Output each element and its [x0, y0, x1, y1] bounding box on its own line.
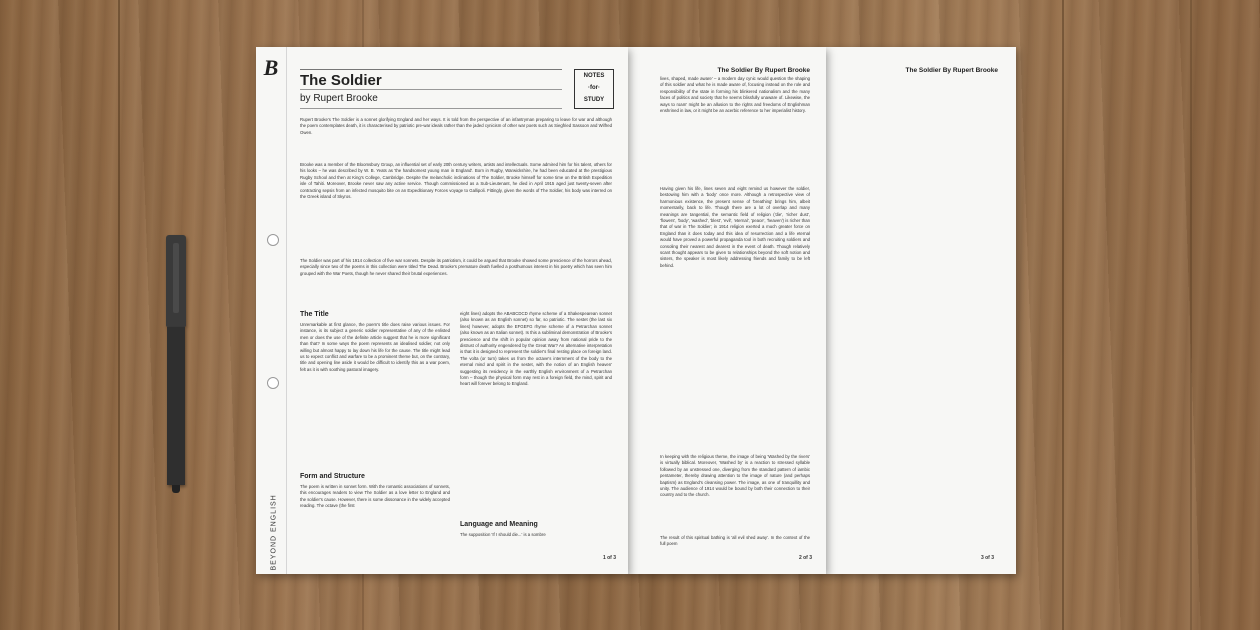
page-title: The Soldier: [300, 72, 382, 89]
divider: [300, 108, 562, 109]
punch-hole: [267, 234, 279, 246]
body-text: Having given his life, lines seven and eight remind us however the soldier, bestowing him with a 'body' once more. Although a retrospective view of harmonious existence, the present sense of 'breathing' brings him, albeit momentarily, back to life. Though there are a lot of overlap and many meanings are tangential, the semantic field of religion ('die', 'richer dust', 'flowers', 'body', 'washed', 'blest', 'evil', 'eternal', 'peace', 'heaven') is richer than that of war in The Soldier; in 1914 religion exerted a much greater force on England than it does today and this idea of resurrection and a life eternal would have proved a powerful propaganda tool in both recruiting soldiers and consoling their nearest and dearest in the event of death. Though relatively scant thought appears to be given to relationships beyond the soft notion and sisters, the speaker is most likely addressing friends and family to be left behind.: [660, 186, 810, 268]
body-text: eight lines) adopts the ABABCDCD rhyme scheme of a Shakespearean sonnet (also known as an English sonnet) so far, so patriotic. The sestet (the last six lines) however, adopts the EFGEFG rhyme scheme of a Petrarchan sonnet (also known as an Italian sonnet). Is this a subliminal demonstration of Brooke's prescience and the shift in popular opinion away from national pride to the distrust of authority engendered by the Great War? An alternative interpretation is that it is designed to represent the soldier's final resting place on foreign land. The volta (or turn) takes us from the octave's internment of the body to the eternal mind and spirit in the sestet, with the notion of an English heaven' suggesting its residency in the earthly English environment of a Petrarchan form – though the physical form may rest in a foreign field, the mind, spirit and heart will forever belong to England.: [460, 311, 612, 387]
pen: [163, 235, 189, 493]
body-text: The result of this spiritual bathing is 'all evil shed away'. In the context of the full poem: [660, 535, 810, 547]
page-number: 1 of 3: [602, 555, 616, 561]
section-heading: Language and Meaning: [460, 521, 538, 528]
running-head: The Soldier By Rupert Brooke: [717, 67, 810, 74]
pen-body: [167, 327, 185, 485]
intro-paragraph: Rupert Brooke's The Soldier is a sonnet glorifying England and her ways. It is told from the perspective of an infantryman preparing to leave for war and although the poem contemplates death, it is characterised by patriotic pre-war ideals rather than the jaded cynicism of other war poets such as Siegfried Sassoon and Wilfred Owen.: [300, 117, 612, 135]
body-text: lives, shaped, made aware' – a modern day cynic would question the shaping of this soldier and what he is made aware of, focusing instead on the role and responsibility of the state in forming his blinkered nationalism and the many faces of politics and society that he seems blissfully unaware of. Likewise, the ways to roam' might be an allusion to the rights and freedoms of Englishman enshrined in law, or it might be an acerbic reference to her imperialist history.: [660, 76, 810, 114]
pen-tip: [172, 485, 180, 493]
margin-strip: [256, 47, 287, 574]
section-heading: Form and Structure: [300, 473, 365, 480]
body-text: The poem is written in sonnet form. With the romantic associations of sonnets, this encourages readers to view The Soldier as a love letter to England and the soldier's cause. However, there is some dissonance in the widely accepted reading. The octave (the first: [300, 484, 450, 509]
divider: [300, 69, 562, 70]
punch-hole: [267, 377, 279, 389]
section-heading: The Title: [300, 311, 329, 318]
page-one: [256, 47, 628, 574]
badge-line: ·for·: [588, 85, 600, 91]
page-number: 2 of 3: [798, 555, 812, 561]
body-text: The supposition 'If I should die...' is a sombre: [460, 532, 546, 537]
page-two: [628, 47, 826, 574]
running-head: The Soldier By Rupert Brooke: [905, 67, 998, 74]
pen-clip: [173, 243, 179, 313]
author-byline: by Rupert Brooke: [300, 93, 378, 104]
divider: [300, 89, 562, 90]
body-text: In keeping with the religious theme, the image of being 'Washed by the rivers' is virtually biblical. Moreover, 'Washed by' is a reaction to stressed syllable followed by an unstressed one, diverging from the standard pattern of iambic pentameter, thereby drawing attention to the image of nature (and perhaps baptism) as England's cleansing power. The image, as one of tranquillity and unity. The audience of 1914 would be bound by both their connection to their country and to the church.: [660, 454, 810, 498]
badge-line: STUDY: [583, 97, 605, 103]
body-paragraph: The Soldier was part of his 1914 collection of five war sonnets. Despite its patriotism, it could be argued that Brooke showed some prescience of the horrors ahead, especially since two of the poems in this collection were titled The Dead. Brooke's premature death fuelled a posthumous interest in his poetry which has seen him grouped with the War Poets, though he never shared their brutal experiences.: [300, 258, 612, 276]
body-text: Unremarkable at first glance, the poem's title does raise various issues. For instance, is its subject a generic soldier representative of any of the enlisted men or does the use of the definite article suggest that he is more significant than that? In some ways the poem represents an idealised soldier, not only willing but almost happy to lay down his life for the cause. The title might lead us to expect conflict and warfare to be a prominent theme but, on the contrary, title and opening line aside it would be difficult to identify this as a war poem, felt as it is with soothing pastoral imagery.: [300, 322, 450, 372]
brand-logo-icon: B: [263, 55, 279, 80]
body-paragraph: Brooke was a member of the Bloomsbury Group, an influential set of early 20th century writers, artists and intellectuals. Some admired him for his talent, others for his looks – he was described by W. B. Yeats as 'the handsomest young man in England'. Born in Rugby, Warwickshire, he had been educated at the prestigious Rugby School and then at King's College, Cambridge. Despite the melancholic inclinations of The Soldier, Brooke himself for some time on the British Expedition isle of Tahiti. Moreover, Brooke never saw any active service. Though commissioned as a Sub-Lieutenant, he died in April 1915 aged just twenty-seven after contracting sepsis from an infected mosquito bite on an Expeditionary Forces voyage to Gallipoli. Fittingly, given the words of The Soldier, his body was interred on the Greek island of Skyros.: [300, 162, 612, 200]
notes-for-study-badge: [574, 69, 614, 109]
page-number: 3 of 3: [980, 555, 994, 561]
brand-name: BEYOND ENGLISH: [270, 494, 278, 571]
badge-line: NOTES: [583, 73, 605, 79]
page-three: [826, 47, 1016, 574]
